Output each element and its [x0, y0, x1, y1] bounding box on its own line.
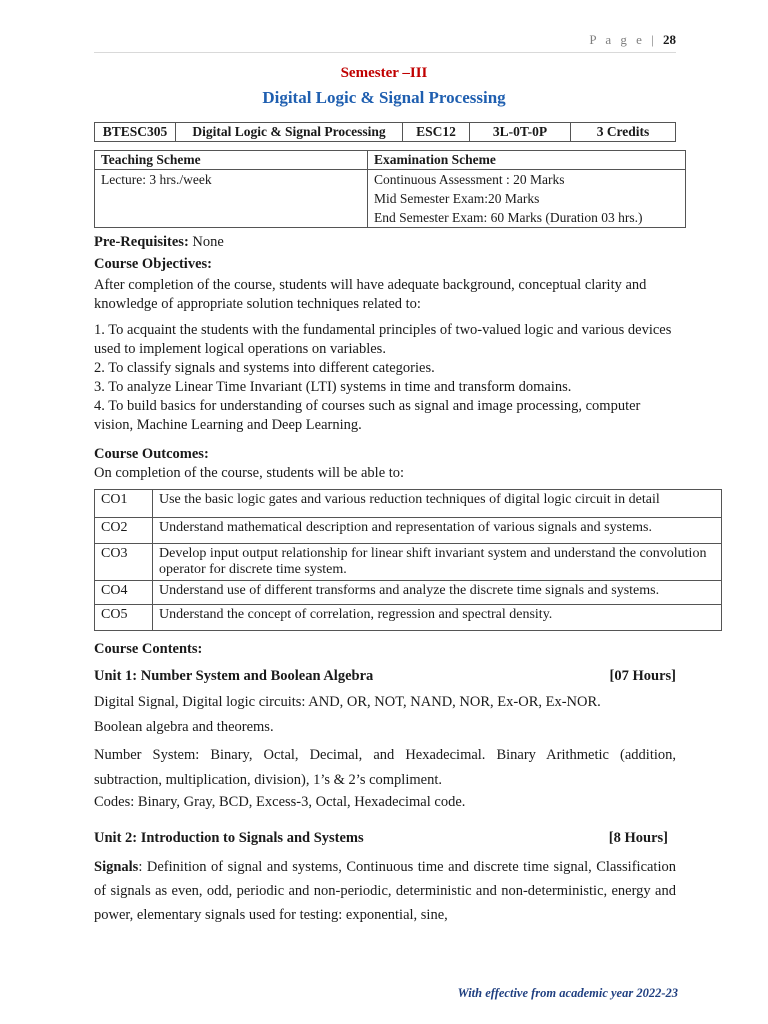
outcomes-table	[94, 489, 722, 631]
course-category: ESC12	[403, 123, 470, 142]
course-ltp: 3L-0T-0P	[470, 123, 571, 142]
page-header	[94, 30, 676, 53]
mid-semester-exam: Mid Semester Exam:20 Marks	[374, 191, 540, 206]
unit1-line: Digital Signal, Digital logic circuits: AND, OR, NOT, NAND, NOR, Ex-OR, Ex-NOR.	[94, 694, 601, 710]
unit2-heading	[94, 830, 668, 847]
exam-scheme-details	[368, 170, 686, 228]
course-credits: 3 Credits	[571, 123, 676, 142]
objective-item: 1. To acquaint the students with the fundamental principles of two-valued logic and various devices used to implement logical operations on variables.	[94, 322, 672, 357]
co-text: Understand the concept of correlation, regression and spectral density.	[153, 605, 722, 631]
signals-text: : Definition of signal and systems, Continuous time and discrete time signal, Classification of signals as even, odd, periodic and non-periodic, deterministic and non-deterministic, energy and power, elementary signals used for testing: exponential, sine,	[94, 859, 676, 923]
teaching-scheme-heading: Teaching Scheme	[95, 151, 368, 170]
page-number: 28	[663, 32, 676, 47]
co-text: Use the basic logic gates and various reduction techniques of digital logic circuit in detail	[153, 490, 722, 518]
contents-heading: Course Contents:	[94, 641, 203, 657]
course-code-table	[94, 122, 676, 142]
scheme-table	[94, 150, 686, 228]
unit1-heading	[94, 668, 676, 685]
exam-scheme-heading: Examination Scheme	[368, 151, 686, 170]
objective-item: 4. To build basics for understanding of courses such as signal and image processing, computer vision, Machine Learning and Deep Learning.	[94, 398, 641, 433]
lecture-hours: Lecture: 3 hrs./week	[95, 170, 368, 228]
table-row	[95, 490, 722, 518]
unit2-title: Unit 2: Introduction to Signals and Systems	[94, 830, 364, 846]
table-row	[95, 581, 722, 605]
prerequisites	[94, 233, 678, 252]
co-id: CO1	[95, 490, 153, 518]
co-id: CO4	[95, 581, 153, 605]
unit2-hours: [8 Hours]	[608, 830, 668, 846]
outcomes-intro: On completion of the course, students will be able to:	[94, 465, 405, 481]
semester-title: Semester –III	[340, 65, 428, 81]
objective-item: 2. To classify signals and systems into different categories.	[94, 360, 435, 376]
unit1-line: Number System: Binary, Octal, Decimal, and Hexadecimal. Binary Arithmetic (addition, subtraction, multiplication, division), 1’s & 2’s compliment.	[94, 747, 676, 788]
end-semester-exam: End Semester Exam: 60 Marks (Duration 03 hrs.)	[374, 210, 643, 225]
co-id: CO5	[95, 605, 153, 631]
continuous-assessment: Continuous Assessment : 20 Marks	[374, 172, 565, 187]
course-name-cell: Digital Logic & Signal Processing	[176, 123, 403, 142]
prerequisites-value: None	[188, 234, 224, 250]
unit1-hours: [07 Hours]	[609, 668, 676, 684]
course-code: BTESC305	[95, 123, 176, 142]
objectives-list	[94, 321, 678, 435]
table-row	[95, 544, 722, 581]
table-row	[95, 518, 722, 544]
signals-label: Signals	[94, 859, 139, 875]
unit1-title: Unit 1: Number System and Boolean Algebra	[94, 668, 374, 684]
co-id: CO3	[95, 544, 153, 581]
unit1-line: Codes: Binary, Gray, BCD, Excess-3, Octal, Hexadecimal code.	[94, 794, 466, 810]
unit1-line: Boolean algebra and theorems.	[94, 719, 274, 735]
table-row	[95, 605, 722, 631]
co-text: Understand mathematical description and representation of various signals and systems.	[153, 518, 722, 544]
co-text: Understand use of different transforms and analyze the discrete time signals and systems.	[153, 581, 722, 605]
objectives-intro: After completion of the course, students will have adequate background, conceptual clarity and knowledge of appropriate solution techniques related to:	[94, 277, 647, 312]
objective-item: 3. To analyze Linear Time Invariant (LTI) systems in time and transform domains.	[94, 379, 572, 395]
unit2-signals-paragraph	[94, 855, 676, 927]
course-title: Digital Logic & Signal Processing	[262, 88, 506, 107]
prerequisites-label: Pre-Requisites:	[94, 234, 189, 250]
footer-note: With effective from academic year 2022-23	[457, 986, 678, 1000]
objectives-heading: Course Objectives:	[94, 256, 212, 272]
co-text: Develop input output relationship for linear shift invariant system and understand the convolution operator for discrete time system.	[153, 544, 722, 581]
page-number-label: P a g e | 28	[589, 32, 676, 47]
outcomes-heading: Course Outcomes:	[94, 446, 209, 462]
co-id: CO2	[95, 518, 153, 544]
